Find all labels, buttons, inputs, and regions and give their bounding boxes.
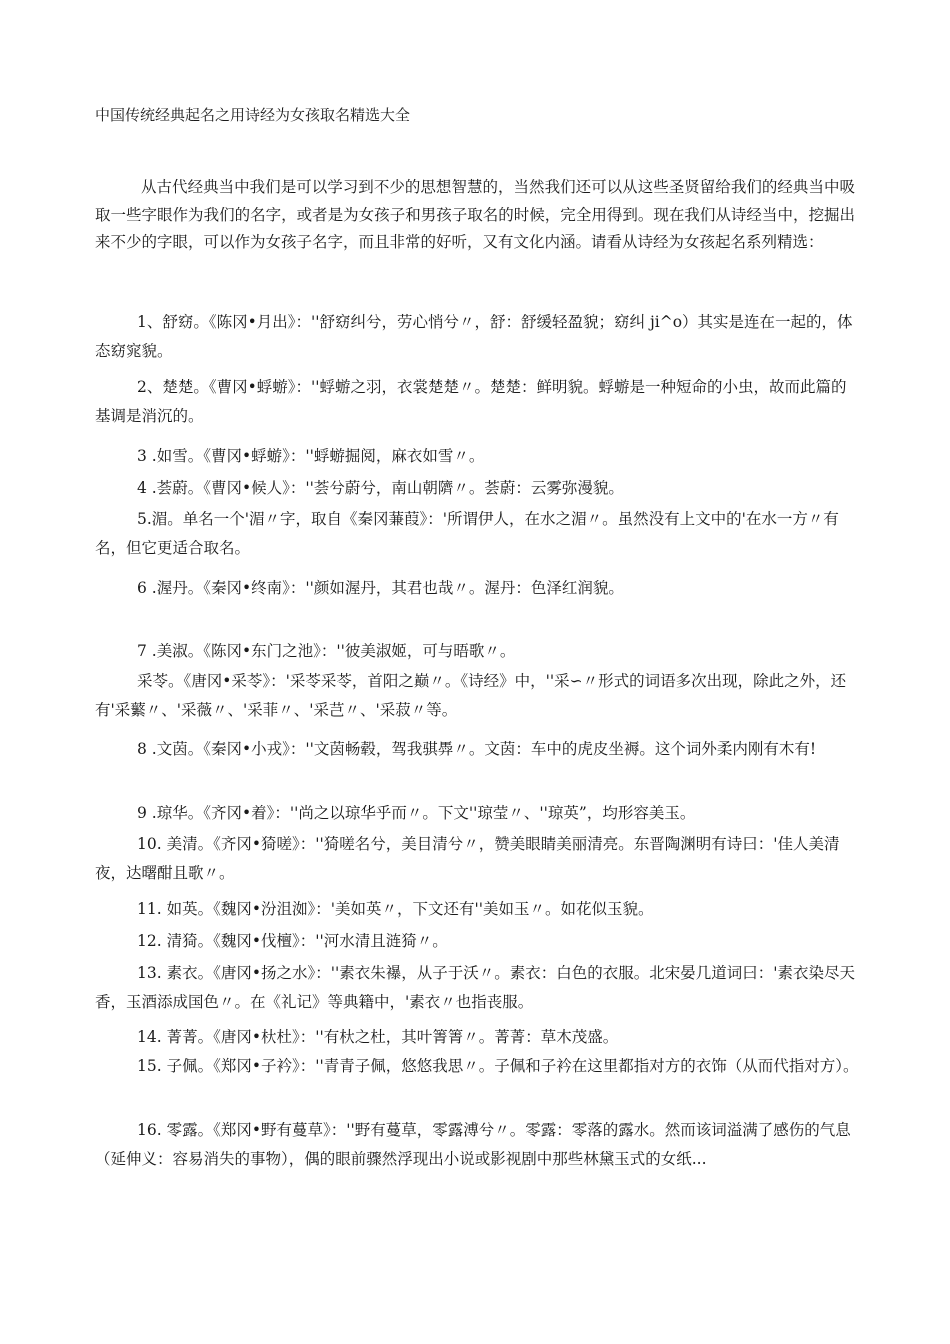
- entry-7-meishu: 7 .美淑。《陈冈•东门之池》：''彼美淑姬，可与晤歌〃。: [137, 642, 516, 660]
- document-title: 中国传统经典起名之用诗经为女孩取名精选大全: [95, 106, 411, 124]
- entry-5-mei: 5.湄。单名一个'湄〃字，取自《秦冈蒹葭》：'所谓伊人，在水之湄〃。虽然没有上文中的'在水一方〃有名，但它更适合取名。: [95, 510, 839, 557]
- entry-6-wodan: 6 .渥丹。《秦冈•终南》：''颜如渥丹，其君也哉〃。渥丹：色泽红润貌。: [137, 579, 624, 597]
- entry-3-ruxue: 3 .如雪。《曹冈•蜉蝣》：''蜉蝣掘阅，麻衣如雪〃。: [137, 447, 485, 465]
- entry-15-zipei: 15. 子佩。《郑冈•子衿》：''青青子佩，悠悠我思〃。子佩和子衿在这里都指对方的衣饰（从而代指对方）。: [137, 1057, 859, 1075]
- entry-1-shuyao: 1、舒窈。《陈冈•月出》：''舒窈纠兮，劳心悄兮〃，舒：舒缓轻盈貌；窈纠 ji^o）其实是连在一起的，体态窈窕貌。: [95, 313, 853, 360]
- entry-14-jingjing: 14. 菁菁。《唐冈•杕杜》：''有杕之杜，其叶箐箐〃。菁菁：草木茂盛。: [137, 1028, 619, 1046]
- intro-paragraph: 从古代经典当中我们是可以学习到不少的思想智慧的，当然我们还可以从这些圣贤留给我们的经典当中吸取一些字眼作为我们的名字，或者是为女孩子和男孩子取名的时候，完全用得到。现在我们从诗经当中，挖掘出来不少的字眼，可以作为女孩子名字，而且非常的好听，又有文化内涵。请看从诗经为女孩起名系列精选：: [95, 178, 855, 251]
- entry-10-meiqing: 10. 美清。《齐冈•猗嗟》：''猗嗟名兮，美目清兮〃，赞美眼睛美丽清亮。东晋陶渊明有诗曰：'佳人美清夜，达曙酣且歌〃。: [95, 835, 840, 882]
- entry-cailing: 采苓。《唐冈•采苓》：'采苓采苓，首阳之巅〃。《诗经》中，''采∽〃形式的词语多次出现，除此之外，还有'采蘩〃、'采薇〃、'采菲〃、'采芑〃、'采菽〃等。: [95, 672, 847, 719]
- entry-13-suyi: 13. 素衣。《唐冈•扬之水》：''素衣朱襮，从子于沃〃。素衣：白色的衣服。北宋晏几道词曰：'素衣染尽天香，玉酒添成国色〃。在《礼记》等典籍中，'素衣〃也指丧服。: [95, 964, 856, 1011]
- entry-8-wenyin: 8 .文茵。《秦冈•小戎》：''文茵畅毂，驾我骐馵〃。文茵：车中的虎皮坐褥。这个词外柔内刚有木有!: [137, 740, 817, 758]
- entry-4-huiwei: 4 .荟蔚。《曹冈•候人》：''荟兮蔚兮，南山朝隮〃。荟蔚：云雾弥漫貌。: [137, 479, 624, 497]
- entry-9-qionghua: 9 .琼华。《齐冈•着》：''尚之以琼华乎而〃。下文''琼莹〃、''琼英”，均形容美玉。: [137, 804, 696, 822]
- entry-11-ruying: 11. 如英。《魏冈•汾沮洳》：'美如英〃，下文还有''美如玉〃。如花似玉貌。: [137, 900, 654, 918]
- entry-16-linglu: 16. 零露。《郑冈•野有蔓草》：''野有蔓草，零露溥兮〃。零露：零落的露水。然而该词溢满了感伤的气息（延伸义：容易消失的事物），偶的眼前骤然浮现出小说或影视剧中那些林黛玉式的女纸...: [95, 1121, 851, 1168]
- entry-2-chuchu: 2、楚楚。《曹冈•蜉蝣》：''蜉蝣之羽，衣裳楚楚〃。楚楚：鲜明貌。蜉蝣是一种短命的小虫，故而此篇的基调是消沉的。: [95, 378, 847, 425]
- entry-12-qingyi: 12. 清猗。《魏冈•伐檀》：''河水清且涟猗〃。: [137, 932, 448, 950]
